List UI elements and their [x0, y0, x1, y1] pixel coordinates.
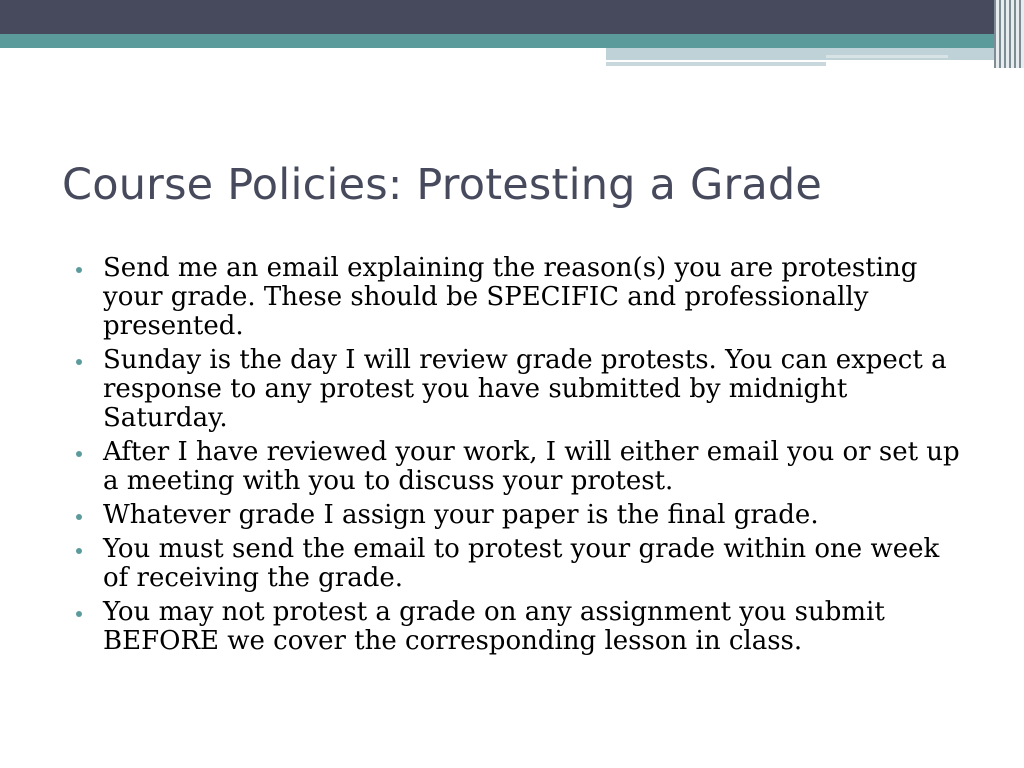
bullet-dot-icon — [76, 514, 82, 520]
bullet-list — [72, 254, 972, 661]
bullet-item — [72, 598, 972, 656]
bullet-text: Sunday is the day I will review grade protests. You can expect a response to any protest you have submitted by midnight Saturday. — [103, 345, 947, 433]
bullet-dot-icon — [76, 611, 82, 617]
bullet-item — [72, 254, 972, 341]
header-band-teal — [0, 34, 1024, 48]
header-band-dark — [0, 0, 1024, 34]
bullet-dot-icon — [76, 267, 82, 273]
bullet-dot-icon — [76, 359, 82, 365]
bullet-item — [72, 501, 972, 530]
bullet-dot-icon — [76, 451, 82, 457]
bullet-text: Send me an email explaining the reason(s) you are protesting your grade. These should be SPECIFIC and professionally presented. — [103, 253, 918, 341]
slide-title: Course Policies: Protesting a Grade — [62, 160, 823, 210]
header-band-light — [606, 48, 1024, 60]
bullet-text: After I have reviewed your work, I will either email you or set up a meeting with you to discuss your protest. — [103, 437, 960, 496]
bullet-dot-icon — [76, 548, 82, 554]
header-accent-line — [606, 62, 826, 66]
header-stripes — [994, 0, 1024, 68]
bullet-text: You may not protest a grade on any assignment you submit BEFORE we cover the corresponding lesson in class. — [103, 597, 885, 656]
header-accent-line-short — [826, 55, 948, 58]
bullet-text: Whatever grade I assign your paper is the final grade. — [103, 500, 819, 530]
bullet-item — [72, 346, 972, 433]
bullet-text: You must send the email to protest your grade within one week of receiving the grade. — [103, 534, 940, 593]
bullet-item — [72, 535, 972, 593]
bullet-item — [72, 438, 972, 496]
